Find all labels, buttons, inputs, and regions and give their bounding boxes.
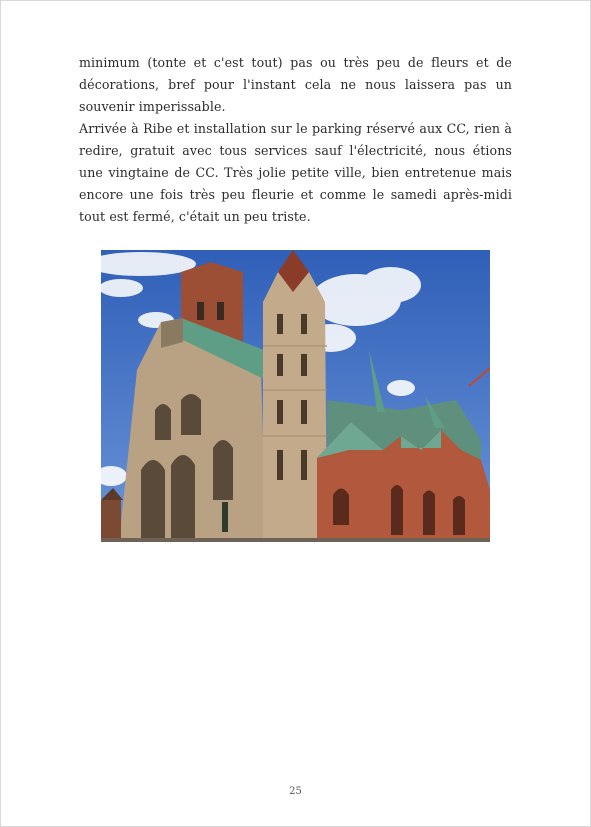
paragraph-2: Arrivée à Ribe et installation sur le parking réservé aux CC, rien à redire, gratuit avec tous services sauf l'électricité, nous étions une vingtaine de CC. Très jolie petite ville, bien entretenue mais encore une fois très peu fleurie et comme le samedi après-midi tout est fermé, c'était un peu triste. — [79, 121, 512, 224]
house-left — [101, 500, 121, 542]
statue — [222, 502, 228, 532]
page-number: 25 — [289, 786, 302, 797]
paragraph-1: minimum (tonte et c'est tout) pas ou très peu de fleurs et de décorations, bref pour l'instant cela ne nous laissera pas un souvenir imperissable. — [79, 55, 512, 114]
ground — [101, 538, 490, 542]
cathedral-illustration — [101, 250, 490, 542]
cathedral-photo — [101, 250, 490, 542]
body-text — [79, 52, 512, 228]
